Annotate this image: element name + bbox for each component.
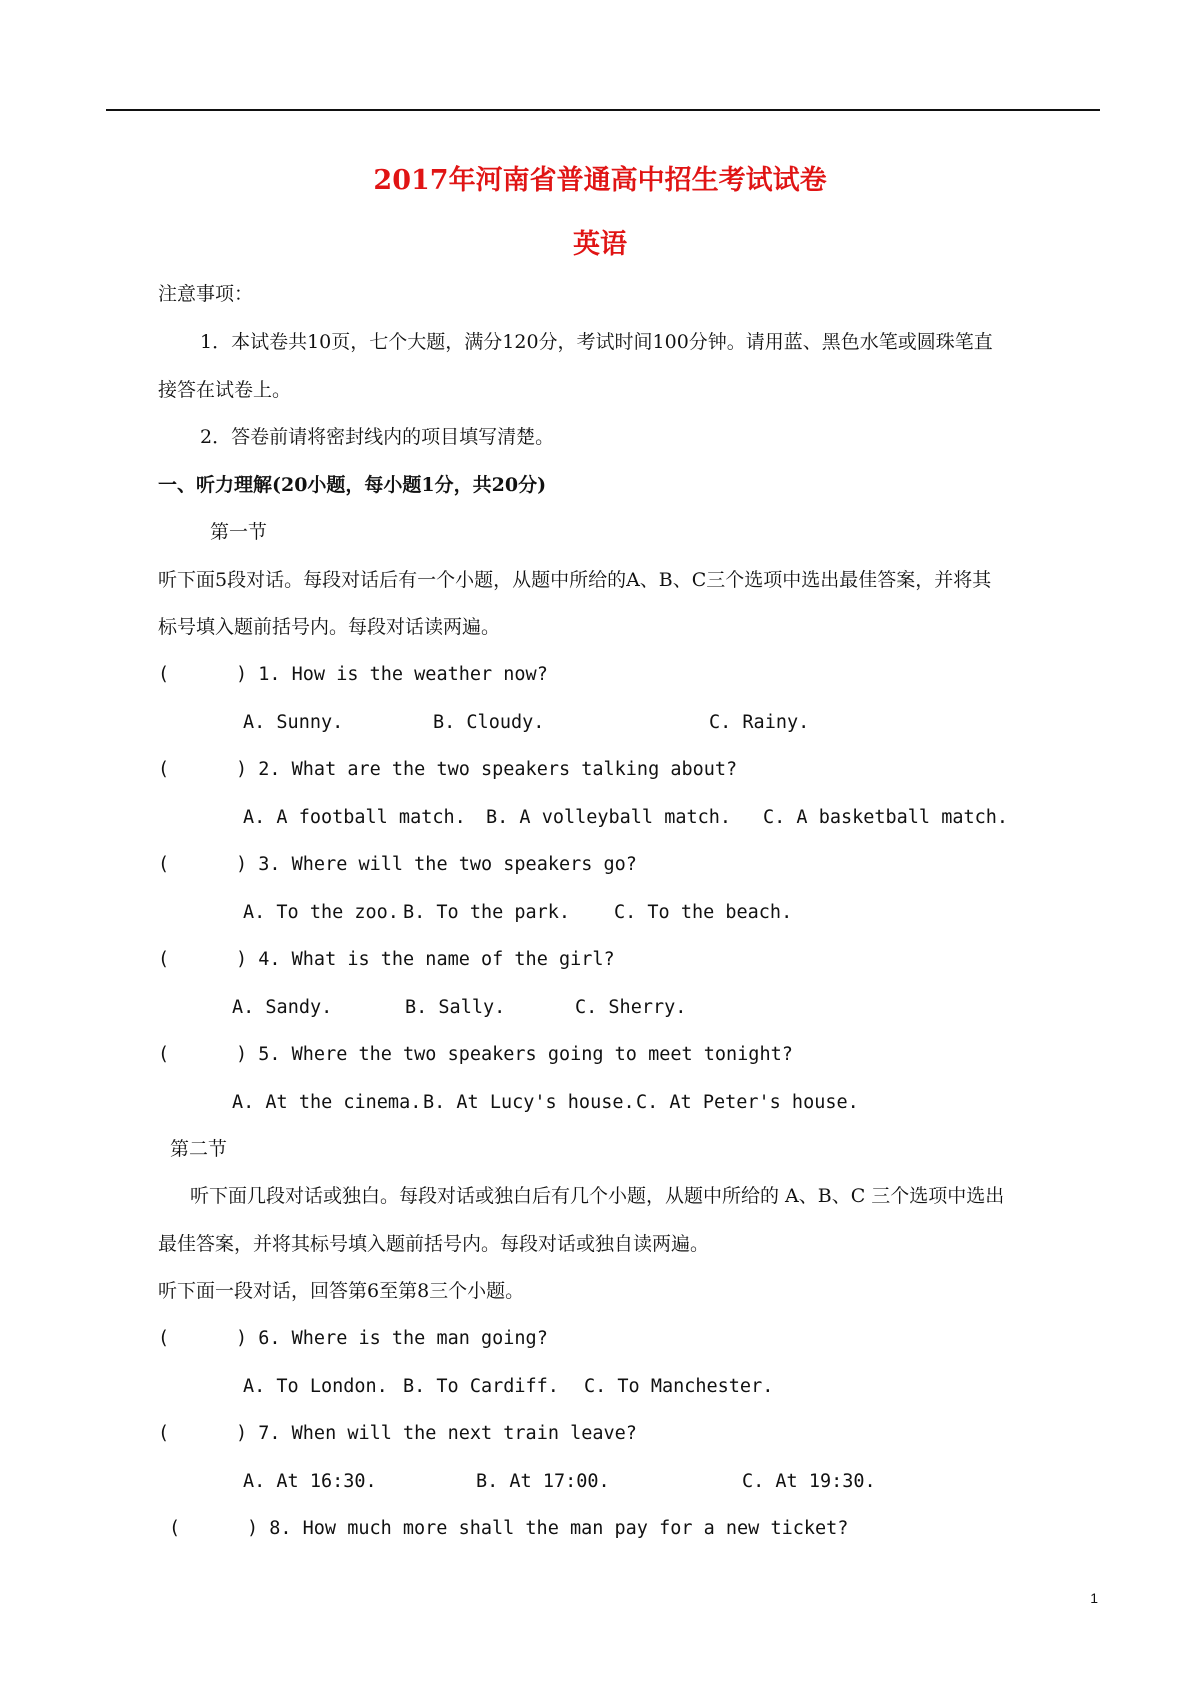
q4-option-c: C. Sherry. bbox=[575, 997, 687, 1018]
q7-option-a: A. At 16:30. bbox=[243, 1471, 377, 1492]
q6-option-a: A. To London. bbox=[243, 1376, 388, 1397]
q5-option-b: B. At Lucy's house. bbox=[423, 1092, 635, 1113]
q5-option-c: C. At Peter's house. bbox=[636, 1092, 859, 1113]
question-7: ( ) 7. When will the next train leave? bbox=[158, 1423, 637, 1444]
notice-item-2: 2．答卷前请将密封线内的项目填写清楚。 bbox=[200, 426, 555, 448]
question-4: ( ) 4. What is the name of the girl? bbox=[158, 949, 615, 970]
exam-subject: 英语 bbox=[573, 229, 627, 260]
q7-option-b: B. At 17:00. bbox=[476, 1471, 610, 1492]
q4-option-a: A. Sandy. bbox=[232, 997, 333, 1018]
question-3: ( ) 3. Where will the two speakers go? bbox=[158, 854, 637, 875]
part-2-sub-instructions: 听下面一段对话，回答第6至第8三个小题。 bbox=[158, 1280, 525, 1302]
question-1: ( ) 1. How is the weather now? bbox=[158, 664, 548, 685]
part-2-instructions: 听下面几段对话或独白。每段对话或独白后有几个小题，从题中所给的 A、B、C 三个选项中选出 bbox=[190, 1185, 1005, 1207]
section-1-heading: 一、听力理解(20小题，每小题1分，共20分) bbox=[158, 474, 547, 496]
q3-option-b: B. To the park. bbox=[403, 902, 571, 923]
question-6: ( ) 6. Where is the man going? bbox=[158, 1328, 548, 1349]
q2-option-c: C. A basketball match. bbox=[763, 807, 1009, 828]
notice-item-1-cont: 接答在试卷上。 bbox=[158, 379, 292, 401]
q7-option-c: C. At 19:30. bbox=[742, 1471, 876, 1492]
q2-option-a: A. A football match. bbox=[243, 807, 466, 828]
question-8: ( ) 8. How much more shall the man pay for a new ticket? bbox=[169, 1518, 849, 1539]
page-number: 1 bbox=[1090, 1590, 1098, 1606]
part-2-instructions-cont: 最佳答案，并将其标号填入题前括号内。每段对话或独自读两遍。 bbox=[158, 1233, 710, 1255]
header-rule bbox=[106, 109, 1100, 111]
q2-option-b: B. A volleyball match. bbox=[486, 807, 732, 828]
q3-option-a: A. To the zoo. bbox=[243, 902, 399, 923]
q1-option-a: A. Sunny. bbox=[243, 712, 344, 733]
exam-title: 2017年河南省普通高中招生考试试卷 bbox=[373, 165, 827, 196]
q6-option-c: C. To Manchester. bbox=[584, 1376, 774, 1397]
q1-option-c: C. Rainy. bbox=[709, 712, 810, 733]
part-1-instructions-cont: 标号填入题前括号内。每段对话读两遍。 bbox=[158, 616, 501, 638]
q6-option-b: B. To Cardiff. bbox=[403, 1376, 559, 1397]
notice-item-1: 1．本试卷共10页，七个大题，满分120分，考试时间100分钟。请用蓝、黑色水笔或圆珠笔直 bbox=[200, 331, 993, 353]
q3-option-c: C. To the beach. bbox=[614, 902, 793, 923]
question-5: ( ) 5. Where the two speakers going to meet tonight? bbox=[158, 1044, 793, 1065]
part-1-instructions: 听下面5段对话。每段对话后有一个小题，从题中所给的A、B、C三个选项中选出最佳答案，并将其 bbox=[158, 569, 992, 591]
q1-option-b: B. Cloudy. bbox=[433, 712, 545, 733]
part-2-label: 第二节 bbox=[170, 1138, 228, 1160]
q4-option-b: B. Sally. bbox=[405, 997, 506, 1018]
part-1-label: 第一节 bbox=[210, 521, 268, 543]
notice-heading: 注意事项： bbox=[158, 283, 254, 305]
question-2: ( ) 2. What are the two speakers talking about? bbox=[158, 759, 738, 780]
q5-option-a: A. At the cinema. bbox=[232, 1092, 422, 1113]
